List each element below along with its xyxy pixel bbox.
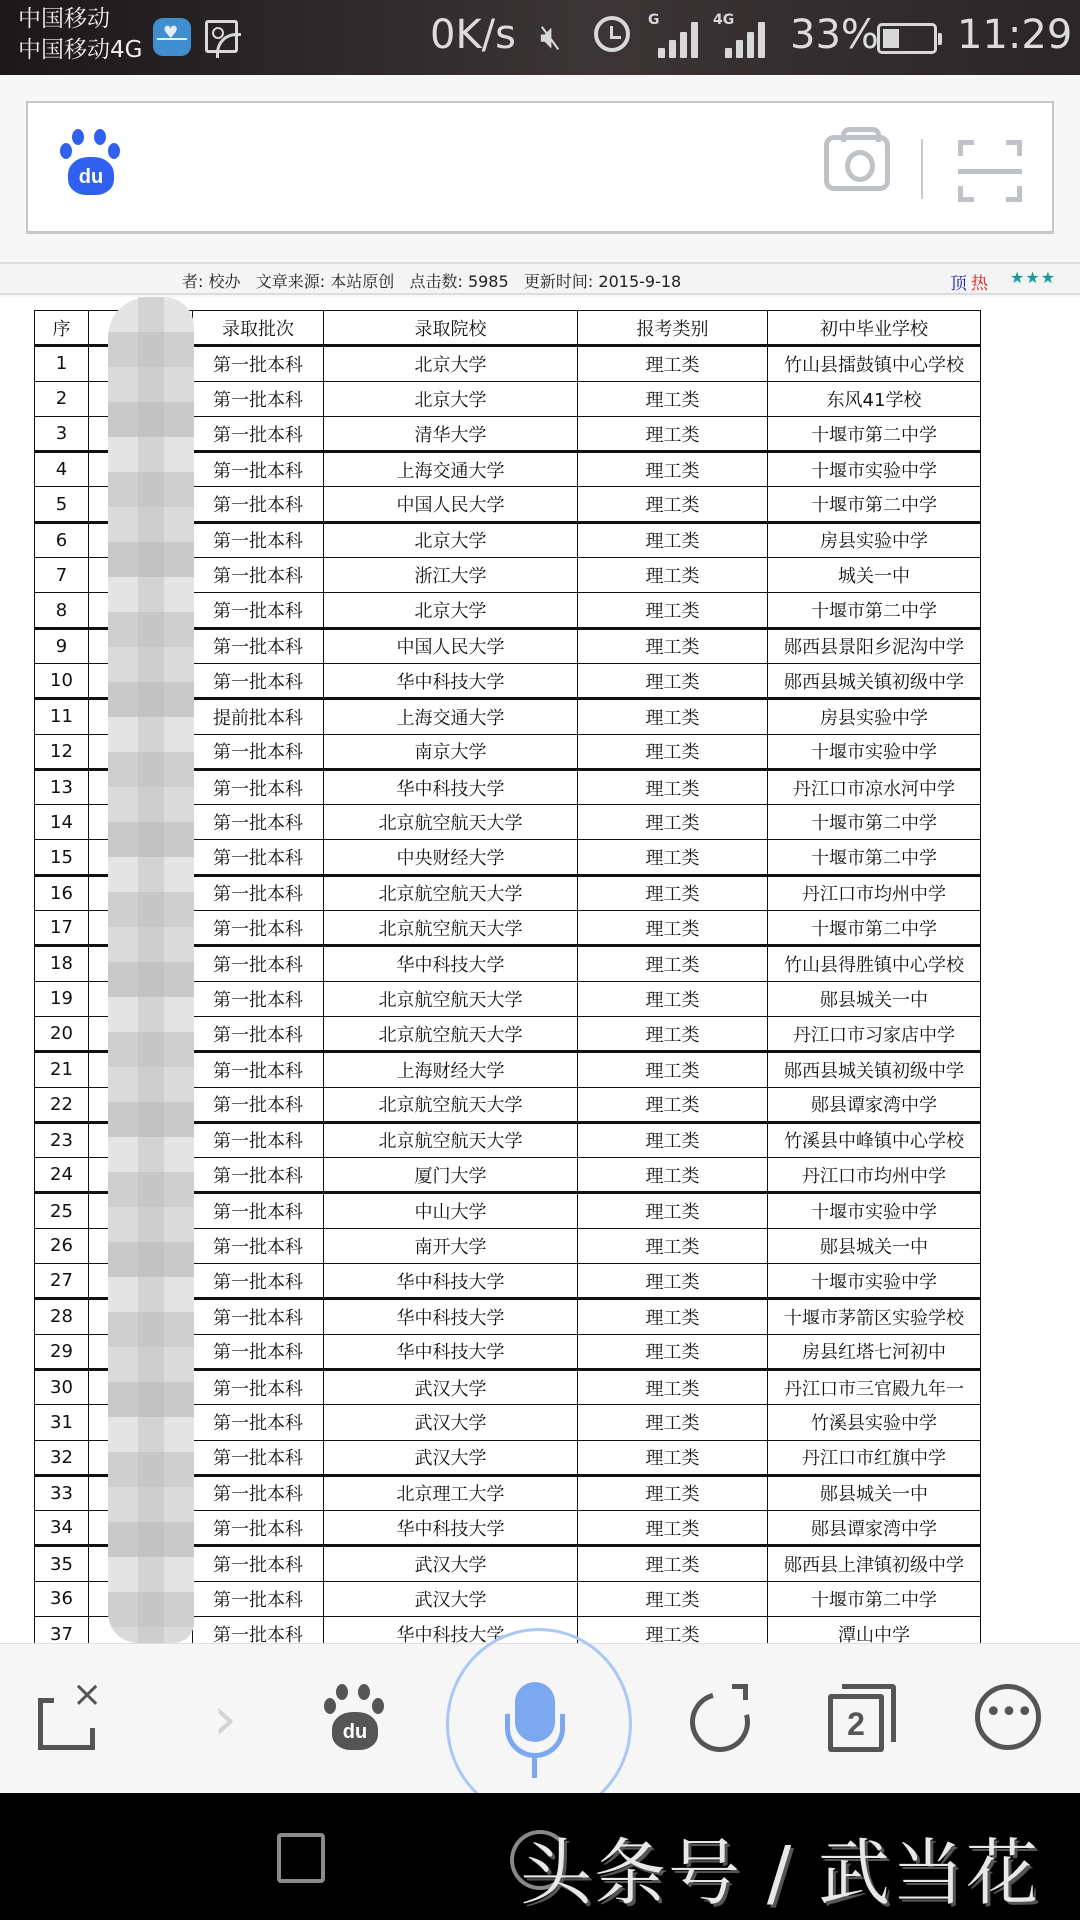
system-nav-bar <box>0 1793 1080 1920</box>
row-category: 理工类 <box>578 1264 768 1299</box>
row-university: 北京航空航天大学 <box>324 1122 578 1157</box>
rating-stars: ★★★ <box>1010 268 1057 287</box>
row-batch: 第一批本科 <box>193 875 324 910</box>
row-no: 13 <box>35 769 89 804</box>
search-input[interactable] <box>26 101 1054 234</box>
row-middle-school: 潭山中学 <box>768 1616 981 1643</box>
header-no: 序 <box>35 311 89 346</box>
row-category: 理工类 <box>578 840 768 875</box>
row-university: 北京航空航天大学 <box>324 805 578 840</box>
row-no: 31 <box>35 1405 89 1440</box>
row-no: 22 <box>35 1087 89 1122</box>
row-batch: 第一批本科 <box>193 1228 324 1263</box>
baidu-logo-icon <box>58 129 124 195</box>
row-batch: 第一批本科 <box>193 1334 324 1369</box>
row-university: 上海财经大学 <box>324 1052 578 1087</box>
row-university: 华中科技大学 <box>324 1511 578 1546</box>
row-category: 理工类 <box>578 1369 768 1404</box>
row-category: 理工类 <box>578 875 768 910</box>
row-middle-school: 东风41学校 <box>768 381 981 416</box>
row-batch: 第一批本科 <box>193 1264 324 1299</box>
meta-text: 者: 校办 文章来源: 本站原创 点击数: 5985 更新时间: 2015-9-18 <box>182 272 682 291</box>
row-university: 武汉大学 <box>324 1405 578 1440</box>
row-batch: 第一批本科 <box>193 1193 324 1228</box>
row-no: 18 <box>35 946 89 981</box>
row-no: 11 <box>35 699 89 734</box>
article-meta <box>0 262 1080 295</box>
row-no: 2 <box>35 381 89 416</box>
net-speed: 0K/s <box>430 12 516 58</box>
row-university: 北京大学 <box>324 522 578 557</box>
row-batch: 第一批本科 <box>193 1122 324 1157</box>
row-category: 理工类 <box>578 1158 768 1193</box>
row-category: 理工类 <box>578 1616 768 1643</box>
baidu-home-text: du <box>332 1712 378 1750</box>
row-batch: 第一批本科 <box>193 1405 324 1440</box>
row-university: 北京航空航天大学 <box>324 875 578 910</box>
baidu-logo-text: du <box>68 157 114 195</box>
sim2-label: 4G <box>713 12 735 28</box>
row-category: 理工类 <box>578 1581 768 1616</box>
row-category: 理工类 <box>578 769 768 804</box>
row-batch: 第一批本科 <box>193 593 324 628</box>
row-category: 理工类 <box>578 381 768 416</box>
row-category: 理工类 <box>578 1052 768 1087</box>
row-middle-school: 郧县城关一中 <box>768 1228 981 1263</box>
row-category: 理工类 <box>578 522 768 557</box>
row-batch: 第一批本科 <box>193 981 324 1016</box>
row-no: 10 <box>35 663 89 698</box>
row-middle-school: 郧县城关一中 <box>768 981 981 1016</box>
row-university: 中国人民大学 <box>324 487 578 522</box>
row-middle-school: 十堰市实验中学 <box>768 1264 981 1299</box>
row-university: 华中科技大学 <box>324 1264 578 1299</box>
row-category: 理工类 <box>578 1405 768 1440</box>
row-category: 理工类 <box>578 1334 768 1369</box>
row-no: 30 <box>35 1369 89 1404</box>
row-no: 14 <box>35 805 89 840</box>
gallery-icon <box>205 20 238 53</box>
microphone-stem <box>532 1756 537 1778</box>
row-category: 理工类 <box>578 1440 768 1475</box>
row-batch: 第一批本科 <box>193 416 324 451</box>
row-middle-school: 房县实验中学 <box>768 522 981 557</box>
watermark: 头条号 / 武当花 <box>520 1831 1041 1915</box>
row-middle-school: 十堰市第二中学 <box>768 911 981 946</box>
row-middle-school: 丹江口市习家店中学 <box>768 1016 981 1051</box>
row-batch: 第一批本科 <box>193 1016 324 1051</box>
recent-apps-button[interactable] <box>277 1833 325 1883</box>
row-university: 南开大学 <box>324 1228 578 1263</box>
row-middle-school: 郧西县景阳乡泥沟中学 <box>768 628 981 663</box>
row-middle-school: 竹山县得胜镇中心学校 <box>768 946 981 981</box>
tabs-button[interactable] <box>828 1684 898 1754</box>
row-university: 华中科技大学 <box>324 769 578 804</box>
row-middle-school: 十堰市第二中学 <box>768 805 981 840</box>
row-no: 16 <box>35 875 89 910</box>
row-no: 15 <box>35 840 89 875</box>
row-middle-school: 丹江口市均州中学 <box>768 1158 981 1193</box>
row-no: 23 <box>35 1122 89 1157</box>
row-no: 26 <box>35 1228 89 1263</box>
row-no: 6 <box>35 522 89 557</box>
row-batch: 第一批本科 <box>193 1475 324 1510</box>
row-middle-school: 十堰市茅箭区实验学校 <box>768 1299 981 1334</box>
search-area <box>0 75 1080 262</box>
row-no: 19 <box>35 981 89 1016</box>
row-batch: 第一批本科 <box>193 1511 324 1546</box>
row-university: 上海交通大学 <box>324 699 578 734</box>
row-category: 理工类 <box>578 1087 768 1122</box>
row-batch: 第一批本科 <box>193 911 324 946</box>
scan-icon[interactable] <box>958 140 1022 202</box>
forward-button[interactable] <box>190 1684 260 1754</box>
row-batch: 第一批本科 <box>193 452 324 487</box>
row-no: 32 <box>35 1440 89 1475</box>
row-category: 理工类 <box>578 734 768 769</box>
row-university: 中央财经大学 <box>324 840 578 875</box>
row-batch: 第一批本科 <box>193 1299 324 1334</box>
status-bar <box>0 0 1080 75</box>
divider <box>921 139 923 199</box>
row-batch: 第一批本科 <box>193 381 324 416</box>
row-no: 21 <box>35 1052 89 1087</box>
row-university: 武汉大学 <box>324 1546 578 1581</box>
more-button[interactable] <box>975 1684 1045 1754</box>
row-middle-school: 丹江口市三官殿九年一 <box>768 1369 981 1404</box>
row-category: 理工类 <box>578 981 768 1016</box>
row-middle-school: 郧县谭家湾中学 <box>768 1511 981 1546</box>
sim1-label: G <box>648 12 660 28</box>
row-no: 28 <box>35 1299 89 1334</box>
row-university: 南京大学 <box>324 734 578 769</box>
row-batch: 第一批本科 <box>193 663 324 698</box>
row-batch: 第一批本科 <box>193 1087 324 1122</box>
battery-icon <box>877 23 937 54</box>
row-category: 理工类 <box>578 593 768 628</box>
row-category: 理工类 <box>578 1016 768 1051</box>
health-app-icon: ♥ <box>153 18 191 56</box>
row-university: 华中科技大学 <box>324 946 578 981</box>
row-batch: 第一批本科 <box>193 1616 324 1643</box>
row-university: 上海交通大学 <box>324 452 578 487</box>
row-university: 华中科技大学 <box>324 1299 578 1334</box>
row-category: 理工类 <box>578 1475 768 1510</box>
row-middle-school: 十堰市实验中学 <box>768 1193 981 1228</box>
row-category: 理工类 <box>578 1122 768 1157</box>
row-batch: 第一批本科 <box>193 1440 324 1475</box>
row-category: 理工类 <box>578 487 768 522</box>
row-category: 理工类 <box>578 1228 768 1263</box>
row-middle-school: 郧县谭家湾中学 <box>768 1087 981 1122</box>
row-no: 34 <box>35 1511 89 1546</box>
row-no: 33 <box>35 1475 89 1510</box>
row-middle-school: 十堰市第二中学 <box>768 1581 981 1616</box>
row-batch: 第一批本科 <box>193 805 324 840</box>
row-no: 29 <box>35 1334 89 1369</box>
row-middle-school: 郧西县上津镇初级中学 <box>768 1546 981 1581</box>
signal-4g-icon <box>713 12 761 58</box>
row-middle-school: 郧县城关一中 <box>768 1475 981 1510</box>
row-university: 北京大学 <box>324 593 578 628</box>
row-no: 9 <box>35 628 89 663</box>
header-batch: 录取批次 <box>193 311 324 346</box>
mute-icon: 🔇︎ <box>540 17 562 57</box>
baidu-home-button[interactable] <box>322 1684 392 1754</box>
header-category: 报考类别 <box>578 311 768 346</box>
top-tag[interactable]: 顶 <box>950 274 967 294</box>
row-no: 27 <box>35 1264 89 1299</box>
row-middle-school: 十堰市实验中学 <box>768 734 981 769</box>
tab-count: 2 <box>828 1694 884 1752</box>
row-category: 理工类 <box>578 805 768 840</box>
row-university: 中山大学 <box>324 1193 578 1228</box>
close-tab-button[interactable]: × <box>38 1684 108 1754</box>
carrier-2: 中国移动4G <box>18 37 143 63</box>
row-university: 北京航空航天大学 <box>324 1087 578 1122</box>
row-category: 理工类 <box>578 558 768 593</box>
refresh-icon <box>679 1681 761 1763</box>
row-no: 12 <box>35 734 89 769</box>
row-no: 8 <box>35 593 89 628</box>
row-university: 厦门大学 <box>324 1158 578 1193</box>
row-no: 24 <box>35 1158 89 1193</box>
row-middle-school: 竹溪县中峰镇中心学校 <box>768 1122 981 1157</box>
row-university: 中国人民大学 <box>324 628 578 663</box>
row-university: 武汉大学 <box>324 1369 578 1404</box>
row-university: 浙江大学 <box>324 558 578 593</box>
row-middle-school: 十堰市第二中学 <box>768 416 981 451</box>
row-university: 华中科技大学 <box>324 1616 578 1643</box>
row-no: 20 <box>35 1016 89 1051</box>
row-university: 北京大学 <box>324 381 578 416</box>
row-no: 4 <box>35 452 89 487</box>
row-university: 华中科技大学 <box>324 663 578 698</box>
row-batch: 第一批本科 <box>193 1581 324 1616</box>
row-middle-school: 十堰市第二中学 <box>768 840 981 875</box>
row-category: 理工类 <box>578 911 768 946</box>
row-batch: 第一批本科 <box>193 346 324 381</box>
row-middle-school: 竹溪县实验中学 <box>768 1405 981 1440</box>
row-batch: 第一批本科 <box>193 487 324 522</box>
row-category: 理工类 <box>578 699 768 734</box>
refresh-button[interactable] <box>690 1684 760 1754</box>
row-middle-school: 房县红塔七河初中 <box>768 1334 981 1369</box>
row-batch: 第一批本科 <box>193 628 324 663</box>
row-no: 35 <box>35 1546 89 1581</box>
camera-icon[interactable] <box>824 135 890 191</box>
row-middle-school: 丹江口市红旗中学 <box>768 1440 981 1475</box>
row-category: 理工类 <box>578 1511 768 1546</box>
row-batch: 第一批本科 <box>193 840 324 875</box>
row-batch: 第一批本科 <box>193 1546 324 1581</box>
row-no: 1 <box>35 346 89 381</box>
row-batch: 第一批本科 <box>193 1369 324 1404</box>
row-category: 理工类 <box>578 1546 768 1581</box>
row-batch: 第一批本科 <box>193 734 324 769</box>
row-no: 36 <box>35 1581 89 1616</box>
row-university: 北京航空航天大学 <box>324 911 578 946</box>
clock: 11:29 <box>957 12 1073 58</box>
row-batch: 提前批本科 <box>193 699 324 734</box>
row-university: 北京航空航天大学 <box>324 981 578 1016</box>
name-redaction-blur <box>108 297 194 1643</box>
row-university: 北京理工大学 <box>324 1475 578 1510</box>
carrier-info <box>18 4 142 66</box>
baidu-home-icon <box>322 1684 388 1750</box>
row-middle-school: 城关一中 <box>768 558 981 593</box>
page-content[interactable] <box>0 297 1080 1643</box>
row-university: 华中科技大学 <box>324 1334 578 1369</box>
row-middle-school: 十堰市实验中学 <box>768 452 981 487</box>
row-middle-school: 竹山县擂鼓镇中心学校 <box>768 346 981 381</box>
row-no: 17 <box>35 911 89 946</box>
battery-percent: 33% <box>790 12 879 58</box>
row-category: 理工类 <box>578 628 768 663</box>
row-no: 7 <box>35 558 89 593</box>
row-batch: 第一批本科 <box>193 1158 324 1193</box>
row-university: 清华大学 <box>324 416 578 451</box>
row-category: 理工类 <box>578 452 768 487</box>
more-icon: ••• <box>975 1684 1041 1750</box>
row-university: 武汉大学 <box>324 1440 578 1475</box>
row-middle-school: 郧西县城关镇初级中学 <box>768 1052 981 1087</box>
row-batch: 第一批本科 <box>193 558 324 593</box>
row-batch: 第一批本科 <box>193 1052 324 1087</box>
row-category: 理工类 <box>578 346 768 381</box>
row-batch: 第一批本科 <box>193 522 324 557</box>
row-batch: 第一批本科 <box>193 946 324 981</box>
row-category: 理工类 <box>578 416 768 451</box>
row-category: 理工类 <box>578 1299 768 1334</box>
row-middle-school: 十堰市第二中学 <box>768 593 981 628</box>
row-no: 37 <box>35 1616 89 1643</box>
signal-icon <box>648 12 696 58</box>
row-university: 北京航空航天大学 <box>324 1016 578 1051</box>
carrier-1: 中国移动 <box>18 6 110 32</box>
header-middle-school: 初中毕业学校 <box>768 311 981 346</box>
row-middle-school: 十堰市第二中学 <box>768 487 981 522</box>
row-university: 北京大学 <box>324 346 578 381</box>
alarm-icon <box>594 16 630 52</box>
row-middle-school: 房县实验中学 <box>768 699 981 734</box>
row-middle-school: 丹江口市凉水河中学 <box>768 769 981 804</box>
row-category: 理工类 <box>578 946 768 981</box>
hot-tag[interactable]: 热 <box>971 274 988 294</box>
header-university: 录取院校 <box>324 311 578 346</box>
row-university: 武汉大学 <box>324 1581 578 1616</box>
forward-icon: › <box>213 1684 237 1754</box>
row-batch: 第一批本科 <box>193 769 324 804</box>
row-no: 5 <box>35 487 89 522</box>
row-category: 理工类 <box>578 1193 768 1228</box>
row-middle-school: 郧西县城关镇初级中学 <box>768 663 981 698</box>
row-no: 3 <box>35 416 89 451</box>
row-middle-school: 丹江口市均州中学 <box>768 875 981 910</box>
row-category: 理工类 <box>578 663 768 698</box>
row-no: 25 <box>35 1193 89 1228</box>
